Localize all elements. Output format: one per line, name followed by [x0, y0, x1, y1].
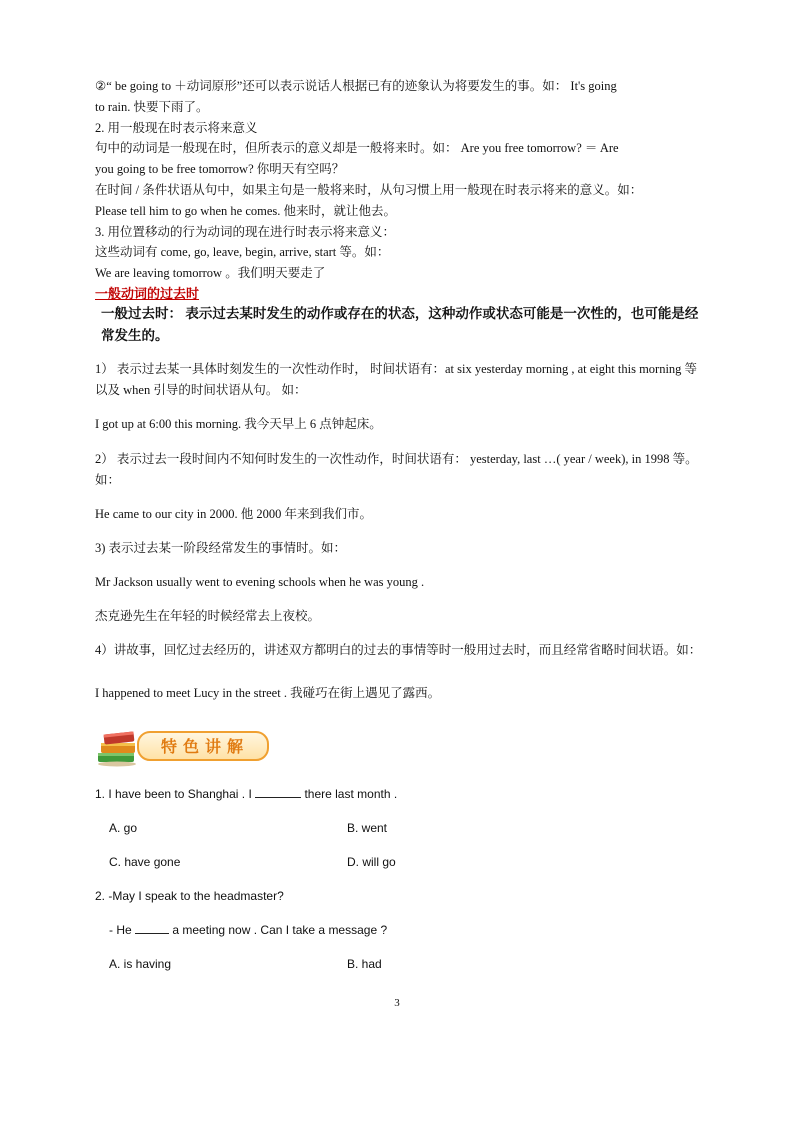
rule-paragraph: 2） 表示过去一段时间内不知何时发生的一次性动作，时间状语有： yesterday, last …( year / week), in 1998 等。 如：: [95, 451, 698, 487]
rule-paragraph: 3) 表示过去某一阶段经常发生的事情时。如：: [95, 540, 347, 555]
text-line: you going to be free tomorrow? 你明天有空吗？: [95, 162, 345, 177]
example-line: I got up at 6:00 this morning. 我今天早上 6 点钟起床。: [95, 416, 382, 431]
section-heading: 一般动词的过去时: [95, 285, 200, 301]
rule-paragraph: 1） 表示过去某一具体时刻发生的一次性动作时， 时间状语有：at six yesterday morning , at eight this morning 等以及 when 引导的时间状语从句。 如：: [95, 361, 698, 397]
definition-paragraph: 一般过去时： 表示过去某时发生的动作或存在的状态，这种动作或状态可能是一次性的，也可能是经常发生的。: [101, 305, 699, 343]
books-icon: [95, 725, 141, 767]
option-b: B. went: [347, 820, 388, 835]
example-line: Mr Jackson usually went to evening schools when he was young .: [95, 574, 425, 589]
text-line: Please tell him to go when he comes. 他来时，就让他去。: [95, 203, 397, 218]
options-row: [95, 854, 705, 870]
question-2: 2. -May I speak to the headmaster?: [95, 888, 284, 903]
answer-blank: [135, 922, 169, 934]
rule-paragraph: 4）讲故事，回忆过去经历的，讲述双方都明白的过去的事情等时一般用过去时，而且经常省略时间状语。如：: [95, 642, 702, 657]
text-line: 句中的动词是一般现在时，但所表示的意义却是一般将来时。如： Are you free tomorrow? ＝ Are: [95, 141, 619, 156]
text-line: We are leaving tomorrow 。我们明天要走了: [95, 266, 326, 281]
feature-banner-label: 特色讲解: [137, 731, 269, 761]
text-line: 在时间 / 条件状语从句中，如果主句是一般将来时，从句习惯上用一般现在时表示将来的意义。如：: [95, 182, 643, 197]
example-translation: 杰克逊先生在年轻的时候经常去上夜校。: [95, 608, 321, 623]
text-line: ②“ be going to ＋动词原形”还可以表示说话人根据已有的迹象认为将要发生的事。如： It's going: [95, 79, 617, 93]
option-b: B. had: [347, 956, 382, 971]
answer-blank: [255, 786, 301, 798]
section-subtitle: 3. 用位置移动的行为动词的现在进行时表示将来意义：: [95, 224, 396, 239]
document-page: [95, 76, 705, 972]
section-subtitle: 2. 用一般现在时表示将来意义: [95, 120, 258, 135]
options-row: [95, 820, 705, 836]
option-c: C. have gone: [109, 854, 181, 869]
text-line: to rain. 快要下雨了。: [95, 99, 209, 114]
page-number: 3: [394, 997, 400, 1009]
feature-banner: [95, 724, 705, 768]
text-line: 这些动词有 come, go, leave, begin, arrive, start 等。如：: [95, 245, 390, 260]
example-line: I happened to meet Lucy in the street . 我碰巧在街上遇见了露西。: [95, 685, 441, 700]
option-a: A. is having: [109, 956, 172, 971]
options-row: [95, 956, 705, 972]
option-a: A. go: [109, 820, 138, 835]
example-line: He came to our city in 2000. 他 2000 年来到我们市。: [95, 506, 373, 521]
question-2-dialogue: - He a meeting now . Can I take a message ?: [109, 922, 388, 937]
question-1: 1. I have been to Shanghai . I there last month .: [95, 786, 398, 801]
option-d: D. will go: [347, 854, 396, 869]
